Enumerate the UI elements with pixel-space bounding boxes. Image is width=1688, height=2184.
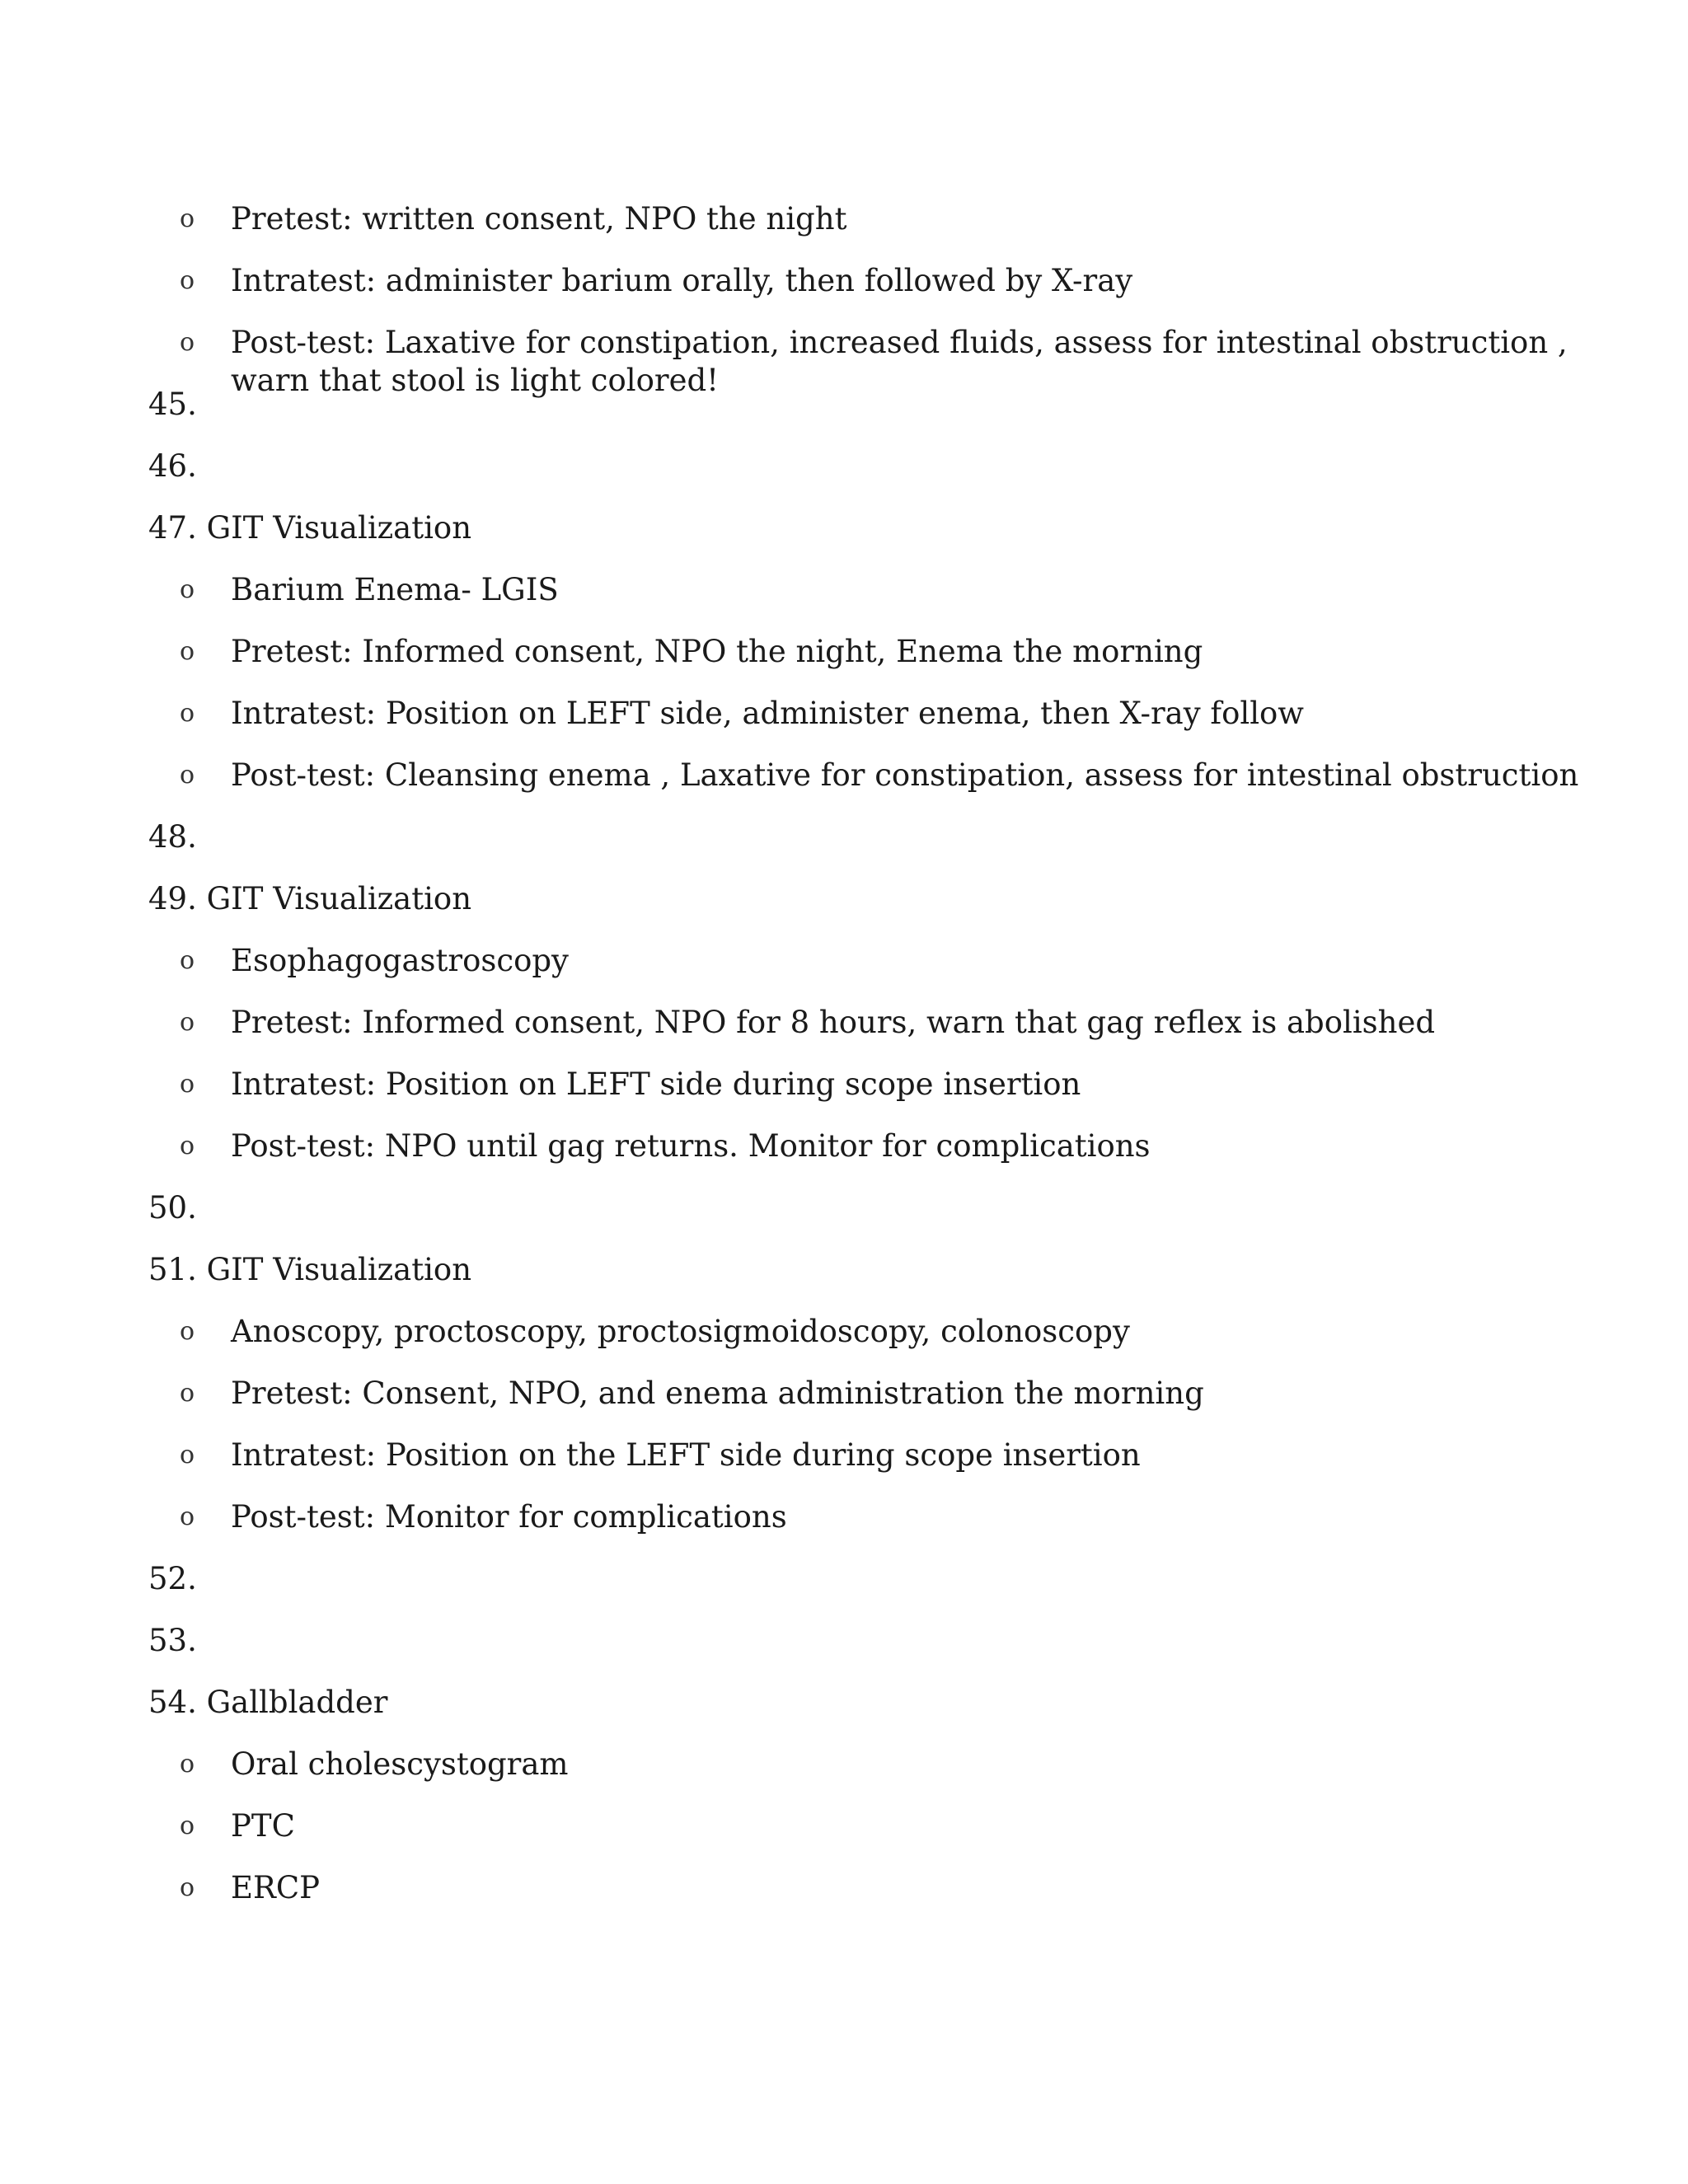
bullet-text: Pretest: Informed consent, NPO for 8 hours, warn that gag reflex is abolished	[231, 1005, 1436, 1040]
bullet-marker-icon: o	[180, 204, 195, 233]
bullet-marker-icon: o	[180, 1132, 195, 1160]
bullet-text: Post-test: Laxative for constipation, increased fluids, assess for intestinal obstruction ,	[231, 325, 1568, 360]
bullet-marker-icon: o	[180, 1070, 195, 1099]
bullet-marker-icon: o	[180, 637, 195, 666]
numbered-item: 50.	[148, 1190, 197, 1226]
bullet-marker-icon: o	[180, 1008, 195, 1037]
bullet-marker-icon: o	[180, 946, 195, 975]
numbered-item: 54. Gallbladder	[148, 1685, 388, 1720]
bullet-marker-icon: o	[180, 699, 195, 728]
numbered-item: 48.	[148, 819, 197, 855]
bullet-marker-icon: o	[180, 1317, 195, 1346]
bullet-text: ERCP	[231, 1870, 321, 1905]
bullet-marker-icon: o	[180, 1502, 195, 1531]
bullet-text: Pretest: Consent, NPO, and enema administration the morning	[231, 1376, 1204, 1411]
bullet-text-continuation: warn that stool is light colored!	[231, 363, 720, 398]
bullet-text: Pretest: Informed consent, NPO the night, Enema the morning	[231, 634, 1203, 669]
numbered-item: 47. GIT Visualization	[148, 510, 472, 546]
bullet-marker-icon: o	[180, 1441, 195, 1469]
bullet-marker-icon: o	[180, 1750, 195, 1779]
bullet-marker-icon: o	[180, 761, 195, 790]
bullet-text: Pretest: written consent, NPO the night	[231, 201, 847, 237]
numbered-item: 53.	[148, 1623, 197, 1658]
numbered-item: 49. GIT Visualization	[148, 881, 472, 916]
numbered-item: 46.	[148, 448, 197, 484]
bullet-text: Post-test: Cleansing enema , Laxative for constipation, assess for intestinal obstruction	[231, 757, 1579, 793]
bullet-marker-icon: o	[180, 1873, 195, 1902]
bullet-marker-icon: o	[180, 1379, 195, 1408]
bullet-text: Post-test: Monitor for complications	[231, 1499, 787, 1535]
bullet-text: Intratest: Position on LEFT side during scope insertion	[231, 1066, 1081, 1102]
bullet-text: Barium Enema- LGIS	[231, 572, 559, 607]
bullet-text: Anoscopy, proctoscopy, proctosigmoidoscopy, colonoscopy	[231, 1314, 1130, 1349]
bullet-marker-icon: o	[180, 1811, 195, 1840]
bullet-text: Esophagogastroscopy	[231, 943, 569, 978]
bullet-marker-icon: o	[180, 266, 195, 295]
bullet-text: Post-test: NPO until gag returns. Monitor for complications	[231, 1128, 1151, 1164]
bullet-text: Intratest: administer barium orally, then followed by X-ray	[231, 263, 1133, 298]
bullet-marker-icon: o	[180, 575, 195, 604]
bullet-text: PTC	[231, 1808, 295, 1844]
bullet-text: Intratest: Position on the LEFT side during scope insertion	[231, 1437, 1141, 1473]
bullet-text: Intratest: Position on LEFT side, administer enema, then X-ray follow	[231, 696, 1304, 731]
numbered-item: 52.	[148, 1561, 197, 1596]
numbered-item: 45.	[148, 387, 197, 422]
bullet-text: Oral cholescystogram	[231, 1746, 569, 1782]
numbered-item: 51. GIT Visualization	[148, 1252, 472, 1287]
bullet-marker-icon: o	[180, 328, 195, 357]
